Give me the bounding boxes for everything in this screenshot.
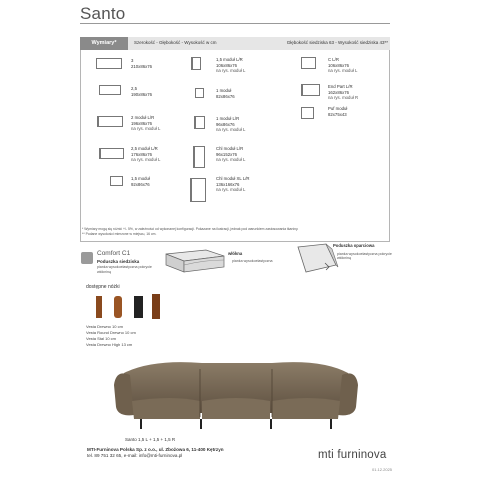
module-item: 2,5 190x86x76 bbox=[131, 86, 153, 97]
fibre-label: włókna bbox=[228, 251, 243, 256]
seat-cushion-label: Poduszka siedziska bbox=[97, 259, 140, 264]
back-cushion-description: pianka wysokoelastyczna pokrycie włókniną bbox=[337, 252, 392, 261]
document-date: 01.12.2025 bbox=[372, 467, 393, 472]
module-item: 1,5 moduł 92x86x76 bbox=[131, 176, 150, 187]
company-contact: tel. 89 751 32 65, e-mail: info@mti-furninova.pl bbox=[87, 453, 183, 459]
module-drawing bbox=[190, 178, 206, 202]
leg-item: Vesta Round Drewno 10 cm bbox=[86, 330, 136, 335]
module-item: 1 moduł 82x86x76 bbox=[216, 88, 235, 99]
module-item: Chl moduł XL L/R 136x166x76 na rys. moduł L bbox=[216, 176, 250, 193]
module-drawing bbox=[99, 148, 124, 159]
legs-title: dostępne nóżki bbox=[86, 284, 120, 290]
module-item: 1,5 moduł L/R 106x86x76 na rys. moduł L bbox=[216, 57, 246, 74]
leg-item: Vesta Drewno High 13 cm bbox=[86, 342, 133, 347]
footnotes: * Wymiary mogą się różnić +/- 5%, w zależności od wykonanej konfiguracji. Pokazane na ilustracji, jednak pod warunkiem zastosowania tkaniny. ** Podane wysokości mierzone w miejscu, 16 cm. bbox=[82, 227, 299, 236]
module-drawing bbox=[193, 146, 205, 168]
legs-list bbox=[86, 324, 136, 348]
seat-cushion-diagram bbox=[160, 246, 230, 278]
module-drawing bbox=[301, 84, 320, 96]
module-drawing bbox=[110, 176, 123, 186]
seat-cushion-description: pianka wysokoelastyczna pokrycie włókniną bbox=[97, 265, 152, 274]
leg-item: Vesta Drewno 10 cm bbox=[86, 324, 123, 329]
module-item: 2,5 moduł L/R 176x86x76 na rys. moduł L bbox=[131, 146, 161, 163]
leg-item: Vesta Stal 10 cm bbox=[86, 336, 117, 341]
seat-dimensions: Głębokość siedziska 63 - Wysokość siedziska 43** bbox=[286, 40, 388, 45]
module-item: 3 210x86x76 bbox=[131, 58, 153, 69]
module-drawing bbox=[301, 107, 314, 119]
module-drawing bbox=[191, 57, 201, 70]
module-item: Puf moduł 82x75x43 bbox=[328, 106, 348, 117]
module-item: Chl moduł L/R 96x152x76 na rys. moduł L bbox=[216, 146, 246, 163]
legs-images bbox=[90, 292, 170, 322]
foam-label: pianka wysokoelastyczna bbox=[232, 259, 273, 263]
module-item: C L/R 106x86x76 na rys. moduł L bbox=[328, 57, 358, 74]
page-title: Santo bbox=[80, 4, 126, 23]
module-item: 2 moduł L/R 196x86x76 na rys. moduł L bbox=[131, 115, 161, 132]
product-caption: Santo 1,5 L + 1,5 + 1,5 R bbox=[125, 437, 176, 442]
brand-logo: mti furninova bbox=[318, 449, 387, 461]
dimensions-label: Wymiary* bbox=[80, 37, 128, 50]
module-item: 1 moduł L/R 96x86x76 na rys. moduł L bbox=[216, 116, 246, 133]
title-rule bbox=[80, 23, 390, 24]
module-item: End Part L/R 162x86x76 na rys. moduł R bbox=[328, 84, 359, 101]
comfort-title: Comfort C1 bbox=[97, 250, 131, 257]
module-drawing bbox=[96, 58, 122, 69]
company-address: MTI-Furninova Polska Sp. z o.o., ul. Zbożowa 6, 11-400 Kętrzyn bbox=[87, 447, 224, 452]
module-drawing bbox=[99, 85, 121, 95]
comfort-icon bbox=[81, 252, 93, 264]
leg-vesta-high-icon bbox=[152, 294, 160, 319]
module-drawing bbox=[194, 116, 205, 129]
module-drawing bbox=[301, 57, 316, 69]
dimensions-columns: Szerokość - Głębokość - Wysokość w cm bbox=[134, 40, 217, 45]
company-info bbox=[87, 447, 317, 460]
module-drawing bbox=[97, 116, 123, 127]
leg-vesta-wood-icon bbox=[96, 296, 102, 318]
module-drawing bbox=[195, 88, 204, 98]
sofa-photo bbox=[112, 355, 360, 435]
leg-vesta-steel-icon bbox=[134, 296, 143, 318]
back-cushion-label: Poduszka oparciowa bbox=[333, 243, 375, 248]
leg-vesta-round-icon bbox=[114, 296, 122, 318]
